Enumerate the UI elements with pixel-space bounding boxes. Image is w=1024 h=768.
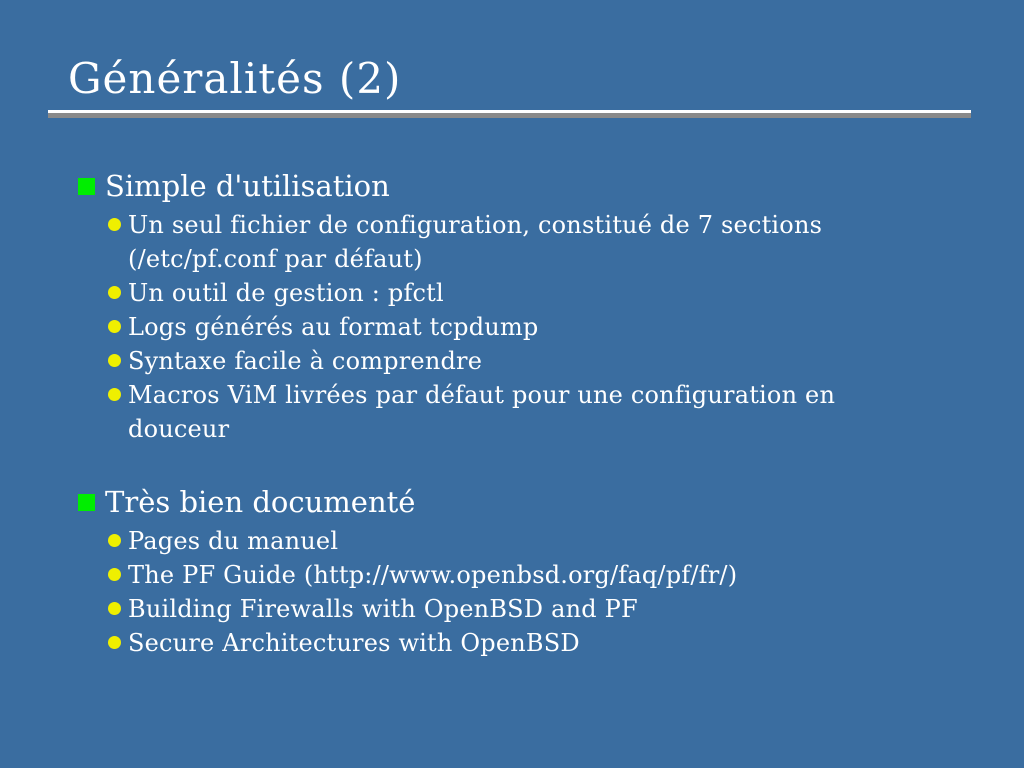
circle-bullet-icon xyxy=(108,568,121,581)
list-item xyxy=(108,310,978,344)
section-heading xyxy=(78,166,978,206)
section-tres-bien-documente xyxy=(78,482,978,660)
slide-title: Généralités (2) xyxy=(68,54,402,103)
circle-bullet-icon xyxy=(108,602,121,615)
circle-bullet-icon xyxy=(108,218,121,231)
list-item-text: Pages du manuel xyxy=(128,527,339,555)
circle-bullet-icon xyxy=(108,354,121,367)
list-item xyxy=(108,276,978,310)
list-item-text: Macros ViM livrées par défaut pour une configuration en douceur xyxy=(128,381,836,443)
circle-bullet-icon xyxy=(108,320,121,333)
slide-body xyxy=(78,166,978,660)
list-item xyxy=(108,592,978,626)
list-item xyxy=(108,626,978,660)
list-item-text: Un outil de gestion : pfctl xyxy=(128,279,444,307)
title-underline xyxy=(48,110,971,118)
circle-bullet-icon xyxy=(108,534,121,547)
list-item xyxy=(108,378,978,446)
section-heading-label: Très bien documenté xyxy=(105,485,416,519)
bullet-list xyxy=(108,524,978,660)
list-item xyxy=(108,524,978,558)
list-item xyxy=(108,344,978,378)
list-item xyxy=(108,208,978,276)
list-item-text: Syntaxe facile à comprendre xyxy=(128,347,483,375)
list-item-text: Building Firewalls with OpenBSD and PF xyxy=(128,595,638,623)
square-bullet-icon xyxy=(78,494,95,511)
section-simple-utilisation xyxy=(78,166,978,446)
list-item-text: Secure Architectures with OpenBSD xyxy=(128,629,580,657)
title-underline-shadow xyxy=(48,113,971,118)
circle-bullet-icon xyxy=(108,388,121,401)
section-heading-label: Simple d'utilisation xyxy=(105,169,390,203)
list-item-text: Un seul fichier de configuration, constitué de 7 sections (/etc/pf.conf par défaut) xyxy=(128,211,823,273)
list-item xyxy=(108,558,978,592)
circle-bullet-icon xyxy=(108,286,121,299)
list-item-text: Logs générés au format tcpdump xyxy=(128,313,539,341)
square-bullet-icon xyxy=(78,178,95,195)
section-heading xyxy=(78,482,978,522)
bullet-list xyxy=(108,208,978,446)
circle-bullet-icon xyxy=(108,636,121,649)
list-item-text: The PF Guide (http://www.openbsd.org/faq/pf/fr/) xyxy=(128,561,738,589)
